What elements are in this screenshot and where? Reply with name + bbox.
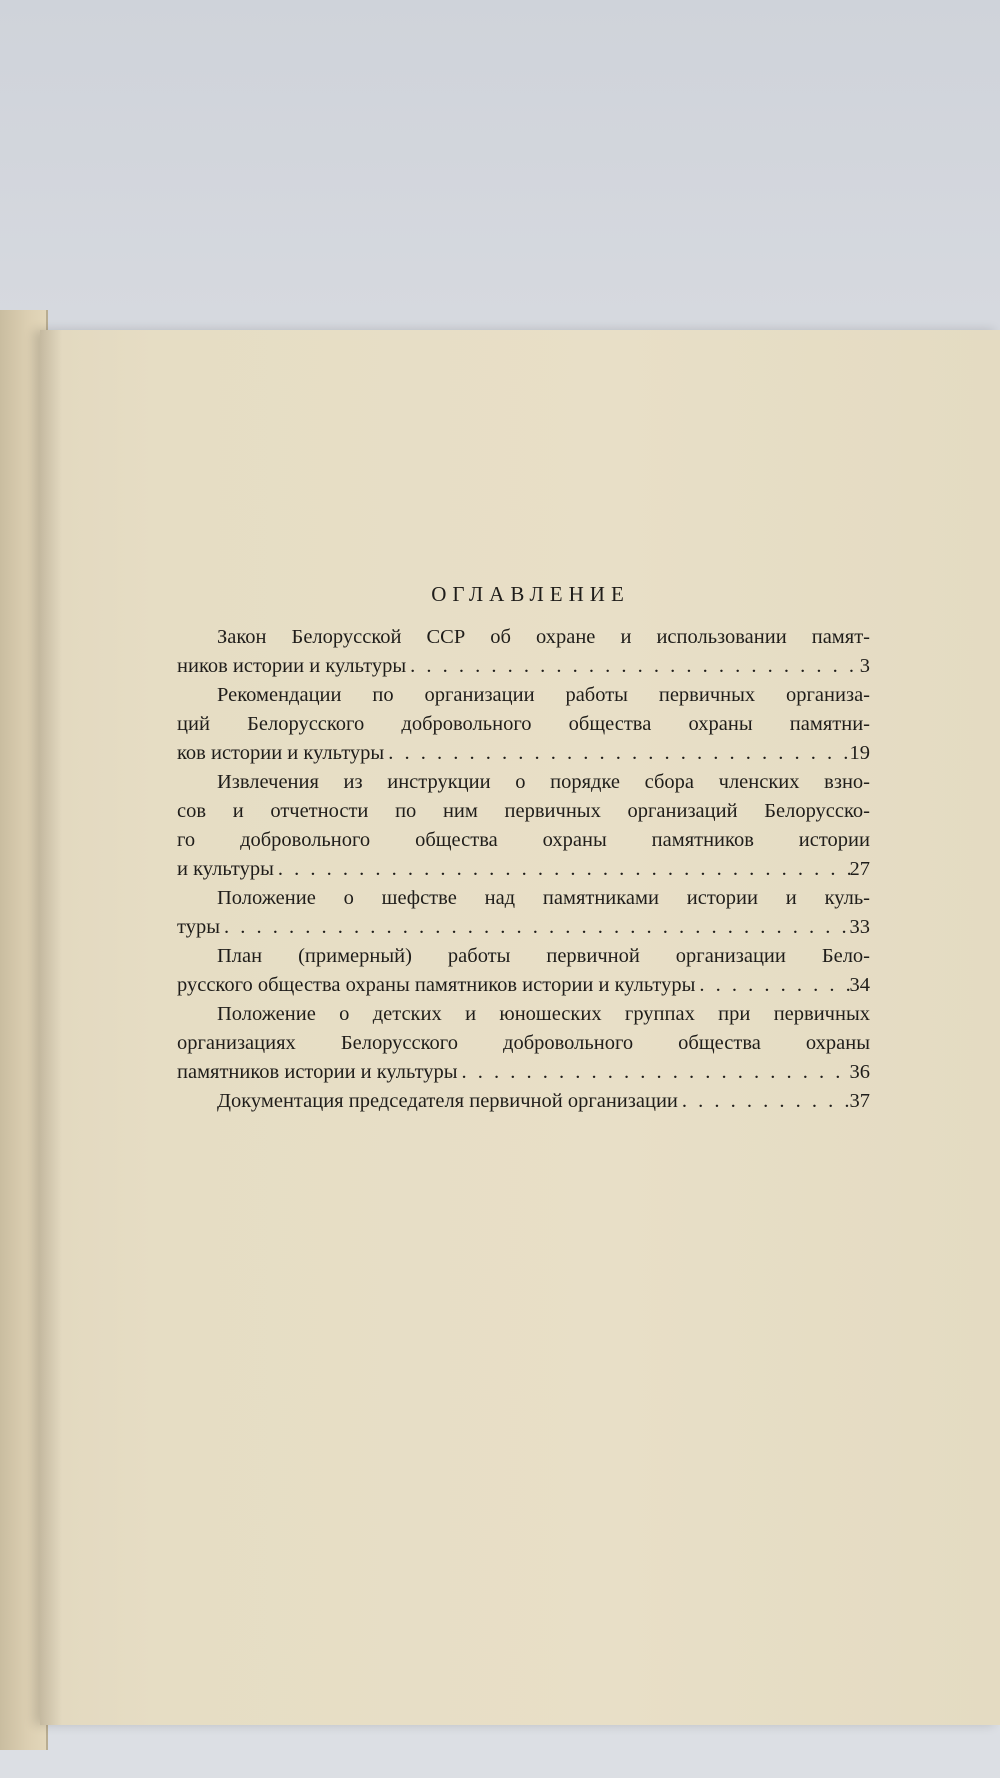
dot-leader	[384, 739, 849, 768]
toc-entry	[177, 768, 870, 884]
table-of-contents	[177, 582, 870, 1116]
toc-page-number: 33	[849, 916, 870, 938]
toc-entry-text: и культуры	[177, 858, 274, 880]
toc-entry-text: Документация председателя первичной организации	[217, 1090, 678, 1112]
toc-entry-line: сов и отчетности по ним первичных организаций Белорусско-	[177, 800, 870, 822]
toc-entry	[177, 681, 870, 768]
toc-entry-line: Извлечения из инструкции о порядке сбора членских взно-	[217, 771, 870, 793]
toc-entry-line	[177, 971, 870, 1000]
toc-page-number: 36	[849, 1061, 870, 1083]
dot-leader	[678, 1087, 850, 1116]
toc-entry	[177, 884, 870, 942]
toc-entry-line: ций Белорусского добровольного общества охраны памятни-	[177, 713, 870, 735]
toc-page-number: 3	[859, 655, 870, 677]
book-page	[40, 330, 1000, 1725]
toc-page-number: 34	[849, 974, 870, 996]
dot-leader	[220, 913, 850, 942]
dot-leader	[274, 855, 850, 884]
toc-entry-line: Закон Белорусской ССР об охране и использовании памят-	[217, 626, 870, 648]
toc-entry-line	[177, 652, 870, 681]
toc-entry-line	[177, 1087, 870, 1116]
toc-entry-line	[177, 913, 870, 942]
toc-entry-line: Положение о шефстве над памятниками истории и куль-	[217, 887, 870, 909]
toc-entry	[177, 1000, 870, 1087]
toc-entry	[177, 623, 870, 681]
toc-entry-line: План (примерный) работы первичной организации Бело-	[217, 945, 870, 967]
toc-entry-line: го добровольного общества охраны памятников истории	[177, 829, 870, 851]
toc-page-number: 27	[849, 858, 870, 880]
toc-entry-text: памятников истории и культуры	[177, 1061, 458, 1083]
dot-leader	[458, 1058, 850, 1087]
toc-entry-line: Положение о детских и юношеских группах при первичных	[217, 1003, 870, 1025]
toc-entry	[177, 942, 870, 1000]
toc-entry-line	[177, 739, 870, 768]
toc-entry	[177, 1087, 870, 1116]
page-fold-shadow	[40, 330, 62, 1725]
dot-leader	[406, 652, 860, 681]
toc-entry-line: организациях Белорусского добровольного общества охраны	[177, 1032, 870, 1054]
toc-entry-text: туры	[177, 916, 220, 938]
toc-entry-line: Рекомендации по организации работы первичных организа-	[217, 684, 870, 706]
toc-page-number: 37	[849, 1090, 870, 1112]
toc-page-number: 19	[849, 742, 870, 764]
toc-entry-text: русского общества охраны памятников истории и культуры	[177, 974, 696, 996]
toc-heading: ОГЛАВЛЕНИЕ	[431, 582, 630, 606]
toc-entry-line	[177, 855, 870, 884]
toc-entry-text: ков истории и культуры	[177, 742, 385, 764]
toc-entry-line	[177, 1058, 870, 1087]
dot-leader	[695, 971, 849, 1000]
toc-entry-text: ников истории и культуры	[177, 655, 407, 677]
